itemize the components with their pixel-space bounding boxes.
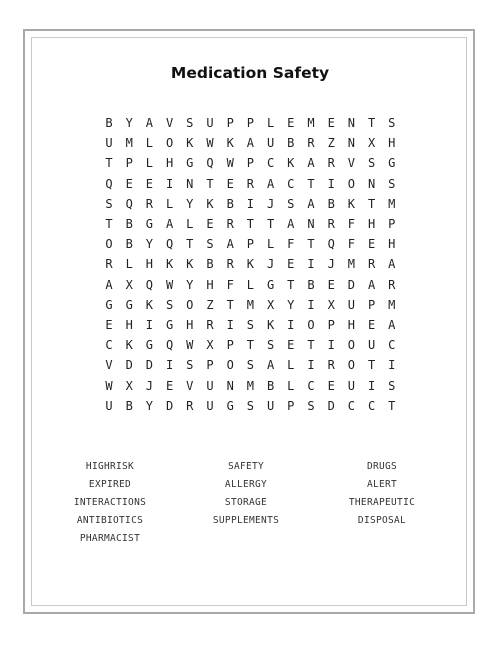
grid-letter: P [388,217,396,231]
grid-letter: X [125,378,133,393]
grid-letter: E [105,318,113,332]
grid-letter: B [307,277,315,292]
grid-letter: I [226,318,234,332]
grid-letter: C [105,338,113,353]
grid-letter: C [287,176,295,191]
grid-letter: E [287,257,295,272]
grid-letter: B [125,398,133,413]
grid-letter: G [165,318,174,332]
grid-letter: H [367,217,376,231]
grid-letter: E [125,176,133,191]
grid-letter: D [327,398,335,413]
grid-letter: U [266,398,275,413]
grid-letter: S [206,237,214,252]
grid-letter: J [327,257,335,272]
grid-letter: A [388,318,396,332]
grid-letter: G [226,398,234,413]
grid-letter: E [206,217,214,231]
grid-letter: H [145,257,153,272]
grid-letter: B [287,136,295,151]
grid-letter: U [206,116,214,130]
grid-letter: S [287,196,295,211]
word-list-item: ALLERGY [224,479,268,490]
grid-letter: I [307,358,315,373]
grid-letter: A [246,136,254,151]
grid-letter: P [246,116,254,130]
grid-letter: P [226,338,234,353]
grid-letter: A [307,196,315,211]
grid-letter: K [125,338,133,353]
grid-letter: O [307,318,315,332]
grid-letter: D [145,358,153,373]
grid-letter: C [367,398,376,413]
grid-letter: Q [105,176,113,191]
grid-letter: G [186,156,194,171]
grid-letter: F [347,217,355,231]
grid-letter: T [206,176,214,191]
grid-letter: O [226,358,234,373]
grid-letter: N [186,176,194,191]
grid-letter: M [125,136,133,151]
grid-letter: J [266,196,275,211]
grid-letter: T [246,217,254,231]
grid-letter: R [226,217,234,231]
word-list-item: ANTIBIOTICS [76,515,144,526]
grid-letter: P [206,358,214,373]
grid-letter: I [287,318,295,332]
grid-letter: I [307,297,315,312]
word-list-item: PHARMACIST [79,533,141,544]
grid-letter: A [266,358,275,373]
grid-letter: N [307,217,315,231]
grid-letter: S [246,318,254,332]
grid-letter: R [145,196,153,211]
grid-letter: R [246,176,254,191]
grid-letter: L [145,136,153,151]
grid-letter: E [327,116,335,130]
grid-letter: I [145,318,153,332]
grid-letter: P [287,398,295,413]
grid-letter: I [165,176,174,191]
grid-letter: X [206,338,214,353]
grid-letter: S [186,116,194,130]
grid-letter: H [125,318,133,332]
grid-letter: U [347,297,355,312]
grid-letter: P [246,237,254,252]
grid-letter: U [347,378,355,393]
grid-letter: Y [287,297,295,312]
grid-letter: P [246,156,254,171]
grid-letter: C [266,156,275,171]
grid-letter: I [165,358,174,373]
word-list-item: INTERACTIONS [73,497,147,508]
grid-letter: T [186,237,194,252]
grid-letter: G [145,217,153,231]
grid-letter: S [105,196,113,211]
word-list-item: DRUGS [366,461,398,472]
grid-letter: L [287,358,295,373]
grid-letter: K [347,196,355,211]
grid-letter: P [125,156,133,171]
grid-letter: T [307,338,315,353]
grid-letter: T [226,297,234,312]
grid-letter: S [186,358,194,373]
word-list-item: DISPOSAL [357,515,407,526]
grid-letter: S [266,338,275,353]
grid-letter: F [287,237,295,252]
grid-letter: S [367,156,376,171]
grid-letter: L [125,257,133,272]
grid-letter: L [266,116,275,130]
grid-letter: X [327,297,335,312]
grid-letter: T [105,156,113,171]
grid-letter: R [307,136,315,151]
grid-letter: E [287,116,295,130]
grid-letter: C [347,398,355,413]
grid-letter: T [246,338,254,353]
grid-letter: A [226,237,234,252]
grid-letter: T [105,217,113,231]
grid-letter: P [226,116,234,130]
grid-letter: L [266,237,275,252]
grid-letter: R [367,257,376,272]
grid-letter: S [388,116,396,130]
grid-letter: B [327,196,335,211]
grid-letter: M [347,257,355,272]
grid-letter: V [347,156,355,171]
grid-letter: Q [165,237,174,252]
grid-letter: U [206,398,214,413]
grid-letter: A [287,217,295,231]
grid-letter: M [246,378,254,393]
grid-letter: B [125,217,133,231]
grid-letter: I [307,257,315,272]
grid-letter: G [266,277,275,292]
grid-letter: T [266,217,275,231]
grid-letter: L [246,277,254,292]
word-list-item: ALERT [366,479,398,490]
grid-letter: E [327,277,335,292]
grid-letter: P [327,318,335,332]
grid-letter: R [327,358,335,373]
grid-letter: Q [145,277,153,292]
grid-letter: D [165,398,174,413]
grid-letter: Y [125,116,133,130]
grid-letter: M [388,297,396,312]
grid-letter: S [307,398,315,413]
grid-letter: H [186,318,194,332]
grid-letter: A [266,176,275,191]
grid-letter: E [367,318,376,332]
grid-letter: D [125,358,133,373]
grid-letter: T [388,398,396,413]
grid-letter: Z [327,136,335,151]
grid-letter: K [287,156,295,171]
grid-letter: E [226,176,234,191]
grid-letter: Q [165,338,174,353]
grid-letter: J [266,257,275,272]
grid-letter: S [388,176,396,191]
grid-letter: B [206,257,214,272]
grid-letter: Y [145,398,153,413]
grid-letter: S [388,378,396,393]
grid-letter: R [186,398,194,413]
grid-letter: F [226,277,234,292]
grid-letter: R [206,318,214,332]
grid-letter: B [266,378,275,393]
grid-letter: M [388,196,396,211]
grid-letter: G [125,297,133,312]
grid-letter: N [347,136,355,151]
grid-letter: A [145,116,153,130]
grid-letter: K [186,257,194,272]
grid-letter: R [226,257,234,272]
grid-letter: H [388,136,396,151]
grid-letter: Q [206,156,214,171]
grid-letter: W [165,277,174,292]
grid-letter: E [327,378,335,393]
grid-letter: I [388,358,396,373]
word-list-item: HIGHRISK [85,461,135,472]
grid-letter: V [165,116,174,130]
grid-letter: O [347,176,355,191]
grid-letter: K [266,318,275,332]
grid-letter: F [347,237,355,252]
grid-letter: K [145,297,153,312]
grid-letter: E [165,378,174,393]
grid-letter: M [246,297,254,312]
grid-letter: E [145,176,153,191]
word-list-item: STORAGE [224,497,268,508]
grid-letter: A [105,277,113,292]
grid-letter: S [246,358,254,373]
grid-letter: Y [186,196,194,211]
grid-letter: Q [125,196,133,211]
grid-letter: J [145,378,153,393]
grid-letter: T [307,176,315,191]
grid-letter: P [367,297,376,312]
grid-letter: T [367,116,376,130]
grid-letter: T [367,196,376,211]
grid-letter: R [105,257,113,272]
grid-letter: A [367,277,376,292]
grid-letter: G [145,338,153,353]
grid-letter: E [367,237,376,252]
word-list-item: THERAPEUTIC [348,497,416,508]
grid-letter: H [165,156,174,171]
grid-letter: K [165,257,174,272]
word-list-item: SAFETY [227,461,265,472]
grid-letter: H [347,318,355,332]
grid-letter: B [226,196,234,211]
grid-letter: R [327,156,335,171]
grid-letter: O [165,136,174,151]
grid-letter: O [186,297,194,312]
grid-letter: G [105,297,113,312]
grid-letter: K [226,136,234,151]
grid-letter: L [186,217,194,231]
grid-letter: X [266,297,275,312]
grid-letter: H [206,277,214,292]
grid-letter: Z [206,297,214,312]
grid-letter: W [186,338,194,353]
grid-letter: Y [145,237,153,252]
grid-letter: R [327,217,335,231]
word-list-item: SUPPLEMENTS [212,515,280,526]
grid-letter: N [367,176,376,191]
grid-letter: B [125,237,133,252]
grid-letter: G [388,156,396,171]
grid-letter: W [226,156,234,171]
word-list-item: EXPIRED [88,479,132,490]
grid-letter: T [307,237,315,252]
grid-letter: W [105,378,113,393]
grid-letter: X [125,277,133,292]
grid-letter: S [246,398,254,413]
grid-letter: O [105,237,113,252]
grid-letter: R [388,277,396,292]
grid-letter: Q [327,237,335,252]
grid-letter: S [165,297,174,312]
grid-letter: E [287,338,295,353]
grid-letter: D [347,277,355,292]
grid-letter: I [367,378,376,393]
grid-letter: V [186,378,194,393]
grid-letter: N [226,378,234,393]
grid-letter: B [105,116,113,130]
grid-letter: X [367,136,376,151]
grid-letter: O [347,338,355,353]
grid-letter: C [388,338,396,353]
grid-letter: A [165,217,174,231]
grid-letter: I [327,176,335,191]
grid-letter: V [105,358,113,373]
grid-letter: U [105,136,113,151]
grid-letter: K [246,257,254,272]
grid-letter: I [327,338,335,353]
grid-letter: L [165,196,174,211]
grid-letter: U [367,338,376,353]
grid-letter: T [367,358,376,373]
grid-letter: U [266,136,275,151]
grid-letter: Y [186,277,194,292]
puzzle-title: Medication Safety [170,64,330,82]
grid-letter: M [307,116,315,130]
grid-letter: L [287,378,295,393]
grid-letter: A [307,156,315,171]
grid-letter: W [206,136,214,151]
grid-letter: U [105,398,113,413]
grid-letter: U [206,378,214,393]
grid-letter: O [347,358,355,373]
grid-letter: I [246,196,254,211]
grid-letter: C [307,378,315,393]
grid-letter: H [388,237,396,252]
grid-letter: A [388,257,396,272]
grid-letter: N [347,116,355,130]
grid-letter: K [206,196,214,211]
grid-letter: K [186,136,194,151]
grid-letter: T [287,277,295,292]
grid-letter: L [145,156,153,171]
